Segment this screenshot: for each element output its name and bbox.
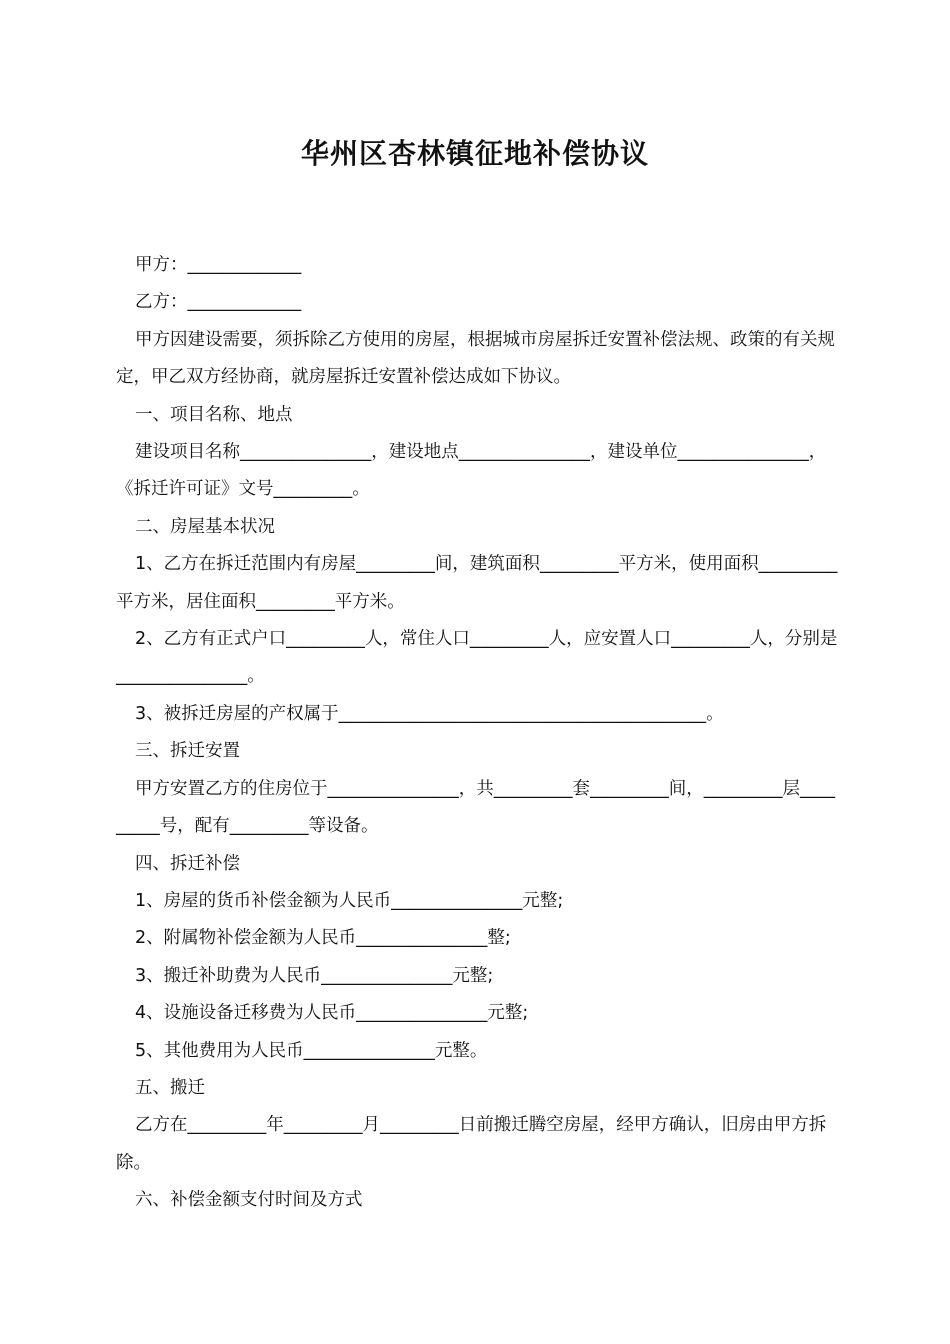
section-heading-payment: 六、补偿金额支付时间及方式 <box>135 1190 363 1211</box>
housing-item-3: 3、被拆迁房屋的产权属于__________________________________________。 <box>135 703 724 724</box>
section-heading-relocation: 五、搬迁 <box>135 1077 205 1098</box>
preamble-paragraph: 甲方因建设需要，须拆除乙方使用的房屋，根据城市房屋拆迁安置补偿法规、政策的有关规定，甲乙双方经协商，就房屋拆迁安置补偿达成如下协议。 <box>116 329 835 388</box>
compensation-item-4: 4、设施设备迁移费为人民币_______________元整; <box>135 1003 529 1024</box>
compensation-item-1: 1、房屋的货币补偿金额为人民币_______________元整; <box>135 890 564 911</box>
compensation-item-2: 2、附属物补偿金额为人民币_______________整; <box>135 928 511 949</box>
resettlement-paragraph: 甲方安置乙方的住房位于_______________，共_________套_________间，_________层_________号，配有_________等设备。 <box>116 778 835 837</box>
section-heading-resettlement: 三、拆迁安置 <box>135 741 240 762</box>
document-title: 华州区杏林镇征地补偿协议 <box>300 137 649 170</box>
party-a-line: 甲方：_____________ <box>135 255 302 275</box>
section-heading-compensation: 四、拆迁补偿 <box>135 853 240 874</box>
party-b-line: 乙方：_____________ <box>135 292 302 313</box>
housing-item-1: 1、乙方在拆迁范围内有房屋_________间，建筑面积_________平方米，使用面积_________平方米，居住面积_________平方米。 <box>116 554 838 612</box>
compensation-item-3: 3、搬迁补助费为人民币_______________元整; <box>135 965 494 986</box>
section-heading-project: 一、项目名称、地点 <box>135 404 293 425</box>
document-body <box>116 247 838 1220</box>
relocation-paragraph: 乙方在_________年_________月_________日前搬迁腾空房屋，经甲方确认，旧房由甲方拆除。 <box>116 1115 827 1173</box>
housing-item-2: 2、乙方有正式户口_________人，常住人口_________人，应安置人口_________人，分别是_______________。 <box>116 629 838 687</box>
section-heading-housing: 二、房屋基本状况 <box>135 516 275 537</box>
project-details-paragraph: 建设项目名称_______________，建设地点_______________，建设单位_______________，《拆迁许可证》文号_________。 <box>116 442 827 500</box>
compensation-item-5: 5、其他费用为人民币_______________元整。 <box>135 1040 488 1061</box>
